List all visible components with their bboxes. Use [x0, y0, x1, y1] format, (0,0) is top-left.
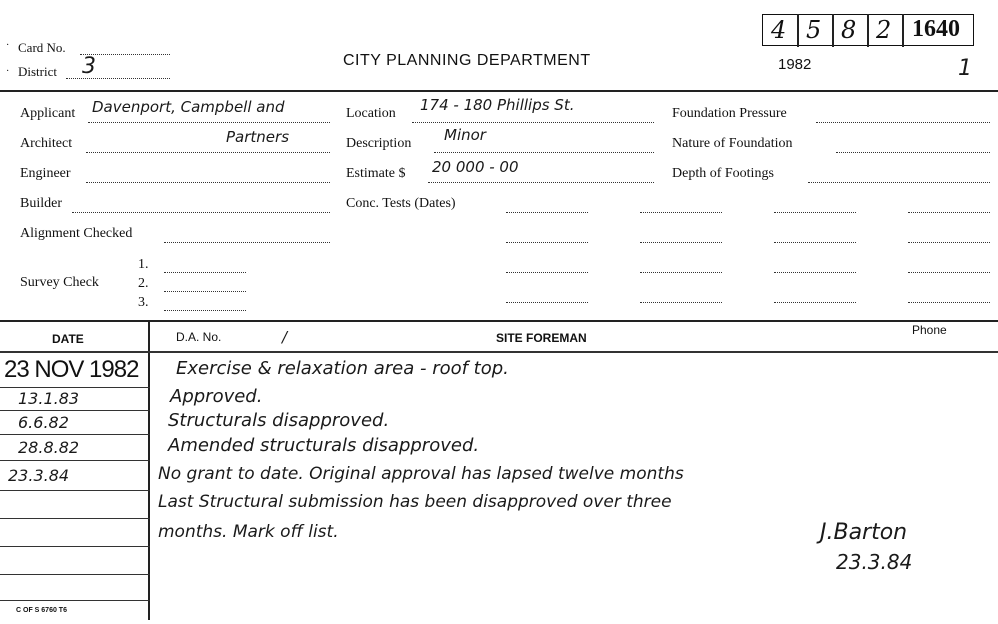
- table-row-date-2: 13.1.83: [18, 389, 80, 408]
- conc-line-3c: [774, 272, 856, 273]
- row-line-2: [0, 410, 150, 411]
- table-row-note-5: No grant to date. Original approval has lapsed twelve months: [158, 464, 684, 484]
- description-value: Minor: [444, 126, 486, 144]
- architect-value: Partners: [226, 128, 290, 146]
- conc-line-3b: [640, 272, 722, 273]
- conc-line-3a: [506, 272, 588, 273]
- file-digit-3: 8: [841, 16, 857, 44]
- architect-label: Architect: [20, 136, 73, 151]
- architect-line: [86, 152, 330, 153]
- table-header-line: [0, 351, 998, 353]
- table-row-note-1: Exercise & relaxation area - roof top.: [176, 358, 509, 379]
- row-line-7: [0, 546, 150, 547]
- district-label: District: [18, 64, 57, 79]
- estimate-line: [428, 182, 654, 183]
- table-row-note-2: Approved.: [170, 386, 263, 407]
- row-line-4: [0, 460, 150, 461]
- survey-label: Survey Check: [20, 275, 99, 290]
- form-code: C OF S 6760 T6: [16, 607, 67, 614]
- engineer-line: [86, 182, 330, 183]
- nature-foundation-label: Nature of Foundation: [672, 136, 793, 151]
- row-line-9: [0, 600, 150, 601]
- year-label: 1982: [778, 56, 812, 73]
- location-value: 174 - 180 Phillips St.: [420, 96, 575, 114]
- conc-line-4d: [908, 302, 990, 303]
- date-header: DATE: [52, 332, 84, 346]
- survey-line-2: [164, 291, 246, 292]
- conc-line-2a: [506, 242, 588, 243]
- nature-foundation-line: [836, 152, 990, 153]
- location-line: [412, 122, 654, 123]
- file-digit-1: 4: [771, 16, 787, 44]
- corner-tick: ·: [6, 40, 10, 51]
- da-header: D.A. No.: [176, 330, 222, 344]
- depth-footings-label: Depth of Footings: [672, 166, 774, 181]
- file-digit-2: 5: [806, 16, 822, 44]
- table-row-note-3: Structurals disapproved.: [168, 410, 390, 431]
- alignment-label: Alignment Checked: [20, 226, 133, 241]
- applicant-label: Applicant: [20, 106, 76, 121]
- page-title: CITY PLANNING DEPARTMENT: [343, 52, 591, 69]
- description-line: [434, 152, 654, 153]
- header-divider: [0, 90, 998, 92]
- corner-tick-2: ·: [6, 66, 10, 77]
- conc-line-1b: [640, 212, 722, 213]
- foundation-pressure-line: [816, 122, 990, 123]
- row-line-8: [0, 574, 150, 575]
- row-line-3: [0, 434, 150, 435]
- box-div-3: [867, 14, 869, 47]
- conc-line-4a: [506, 302, 588, 303]
- survey-num-2: 2.: [138, 276, 149, 291]
- table-row-date-3: 6.6.82: [18, 413, 69, 432]
- table-row-date-1: 23 NOV 1982: [4, 356, 139, 383]
- file-number: 1640: [912, 16, 960, 42]
- box-div-2: [832, 14, 834, 47]
- location-label: Location: [346, 106, 396, 121]
- conc-line-1c: [774, 212, 856, 213]
- foundation-pressure-label: Foundation Pressure: [672, 106, 787, 121]
- conc-line-2c: [774, 242, 856, 243]
- phone-header: Phone: [912, 323, 947, 337]
- conc-line-3d: [908, 272, 990, 273]
- estimate-label: Estimate $: [346, 166, 406, 181]
- signature: J.Barton: [820, 520, 908, 545]
- conc-line-1d: [908, 212, 990, 213]
- signature-date: 23.3.84: [836, 550, 913, 574]
- table-row-note-7: months. Mark off list.: [158, 522, 339, 542]
- description-label: Description: [346, 136, 412, 151]
- survey-line-3: [164, 310, 246, 311]
- survey-num-3: 3.: [138, 295, 149, 310]
- table-row-date-5: 23.3.84: [8, 466, 70, 485]
- table-row-note-6: Last Structural submission has been disapproved over three: [158, 492, 672, 512]
- builder-line: [72, 212, 330, 213]
- da-mark: /: [282, 328, 288, 346]
- applicant-value: Davenport, Campbell and: [92, 98, 285, 116]
- box-div-4: [902, 14, 904, 47]
- table-row-date-4: 28.8.82: [18, 438, 80, 457]
- box-div-1: [797, 14, 799, 47]
- survey-num-1: 1.: [138, 257, 149, 272]
- row-line-6: [0, 518, 150, 519]
- estimate-value: 20 000 - 00: [432, 158, 519, 176]
- alignment-line: [164, 242, 330, 243]
- file-digit-4: 2: [876, 16, 892, 44]
- engineer-label: Engineer: [20, 166, 71, 181]
- conc-line-2b: [640, 242, 722, 243]
- conc-line-1a: [506, 212, 588, 213]
- district-value: 3: [82, 54, 96, 79]
- page-mark: 1: [958, 56, 972, 81]
- row-line-1: [0, 387, 150, 388]
- row-line-5: [0, 490, 150, 491]
- conc-tests-label: Conc. Tests (Dates): [346, 196, 456, 211]
- card-no-label: Card No.: [18, 40, 66, 55]
- table-row-note-4: Amended structurals disapproved.: [168, 435, 480, 456]
- depth-footings-line: [808, 182, 990, 183]
- date-column-divider: [148, 320, 150, 620]
- survey-line-1: [164, 272, 246, 273]
- conc-line-4b: [640, 302, 722, 303]
- conc-line-2d: [908, 242, 990, 243]
- builder-label: Builder: [20, 196, 62, 211]
- applicant-line: [88, 122, 330, 123]
- site-foreman-header: SITE FOREMAN: [496, 331, 587, 345]
- conc-line-4c: [774, 302, 856, 303]
